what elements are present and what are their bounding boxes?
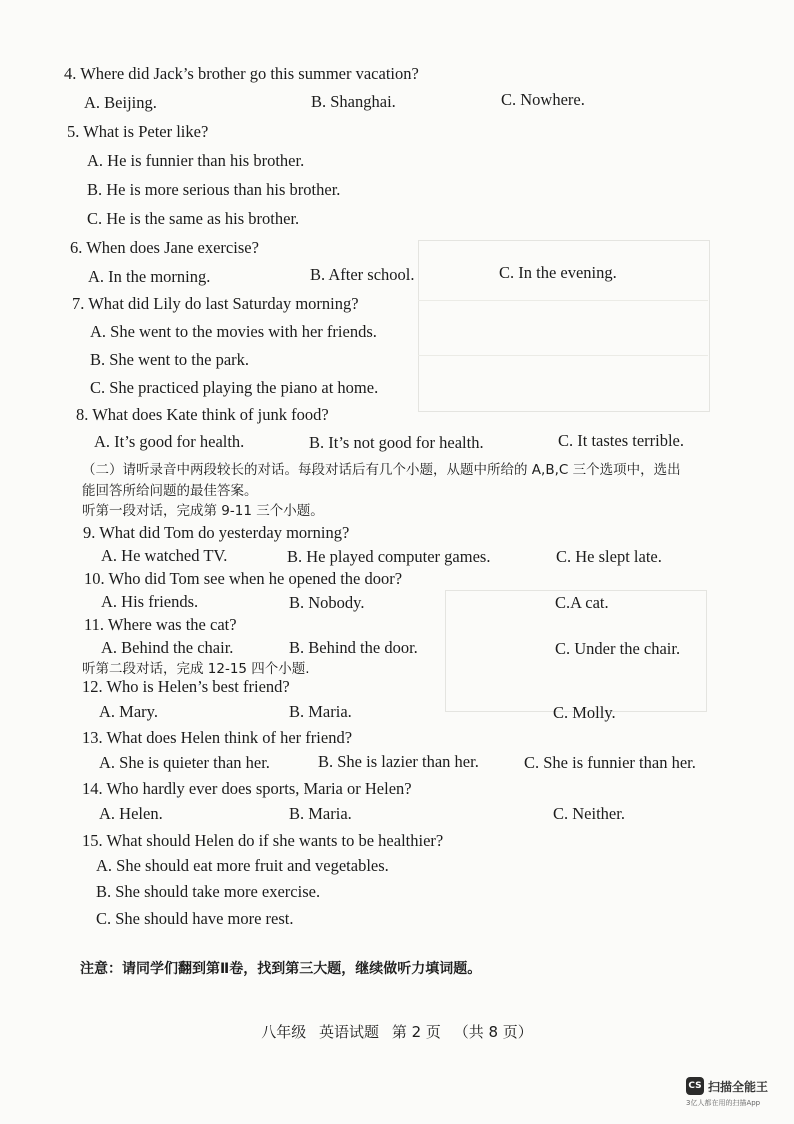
notice: 注意：请同学们翻到第Ⅱ卷，找到第三大题，继续做听力填词题。 [80,961,482,977]
section-2-instruction-line2: 能回答所给问题的最佳答案。 [82,483,258,499]
q15-option-c: C. She should have more rest. [96,909,294,928]
question-10: 10. Who did Tom see when he opened the door? [84,569,403,588]
footer-grade: 八年级 [261,1023,307,1041]
q13-option-c: C. She is funnier than her. [524,753,696,772]
q12-option-b: B. Maria. [289,702,352,721]
question-11: 11. Where was the cat? [84,615,237,634]
show-through-line [418,300,708,301]
camscanner-logo-icon: CS [686,1077,704,1095]
q7-option-b: B. She went to the park. [90,350,250,369]
q7-option-a: A. She went to the movies with her friends. [90,322,377,341]
page-footer [0,1021,794,1042]
q10-option-c: C.A cat. [555,593,609,612]
q11-option-b: B. Behind the door. [289,638,418,657]
q4-option-a: A. Beijing. [84,93,157,112]
question-6: 6. When does Jane exercise? [70,238,259,257]
q11-option-c: C. Under the chair. [555,639,681,658]
show-through-line [418,355,708,356]
footer-total: （共 8 页） [453,1023,533,1041]
q12-option-a: A. Mary. [99,702,158,721]
q9-option-b: B. He played computer games. [287,547,491,566]
q14-option-b: B. Maria. [289,804,352,823]
q6-option-a: A. In the morning. [88,267,211,286]
q4-option-b: B. Shanghai. [311,92,396,111]
question-4: 4. Where did Jack’s brother go this summer vacation? [64,64,419,83]
q5-option-b: B. He is more serious than his brother. [87,180,341,199]
q9-option-c: C. He slept late. [556,547,662,566]
q10-option-b: B. Nobody. [289,593,365,612]
scanner-watermark [686,1077,786,1108]
footer-page: 第 2 页 [391,1023,441,1041]
question-7: 7. What did Lily do last Saturday morning? [72,294,359,313]
q5-option-c: C. He is the same as his brother. [87,209,300,228]
question-8: 8. What does Kate think of junk food? [76,405,329,424]
scanner-tagline: 3亿人都在用的扫描App [686,1099,761,1107]
q8-option-a: A. It’s good for health. [94,432,245,451]
q9-option-a: A. He watched TV. [101,546,228,565]
q8-option-c: C. It tastes terrible. [558,431,685,450]
question-14: 14. Who hardly ever does sports, Maria or Helen? [82,779,412,798]
question-9: 9. What did Tom do yesterday morning? [83,523,350,542]
q8-option-b: B. It’s not good for health. [309,433,484,452]
q6-option-b: B. After school. [310,265,415,284]
q15-option-b: B. She should take more exercise. [96,882,321,901]
q4-option-c: C. Nowhere. [501,90,585,109]
q14-option-a: A. Helen. [99,804,163,823]
footer-subject: 英语试题 [319,1023,380,1041]
q11-option-a: A. Behind the chair. [101,638,234,657]
question-5: 5. What is Peter like? [67,122,209,141]
question-15: 15. What should Helen do if she wants to be healthier? [82,831,444,850]
dialog-1-instruction: 听第一段对话，完成第 9-11 三个小题。 [82,503,324,519]
q10-option-a: A. His friends. [101,592,199,611]
question-12: 12. Who is Helen’s best friend? [82,677,290,696]
q7-option-c: C. She practiced playing the piano at home. [90,378,379,397]
q13-option-b: B. She is lazier than her. [318,752,479,771]
q13-option-a: A. She is quieter than her. [99,753,270,772]
q15-option-a: A. She should eat more fruit and vegetables. [96,856,389,875]
q5-option-a: A. He is funnier than his brother. [87,151,305,170]
scanner-brand-name: 扫描全能王 [708,1079,769,1094]
question-13: 13. What does Helen think of her friend? [82,728,353,747]
q6-option-c: C. In the evening. [499,263,617,282]
dialog-2-instruction: 听第二段对话，完成 12-15 四个小题. [82,661,310,677]
q14-option-c: C. Neither. [553,804,625,823]
q12-option-c: C. Molly. [553,703,616,722]
section-2-instruction-line1: （二）请听录音中两段较长的对话。每段对话后有几个小题，从题中所给的 A,B,C 三个选项中，选出 [82,462,681,478]
